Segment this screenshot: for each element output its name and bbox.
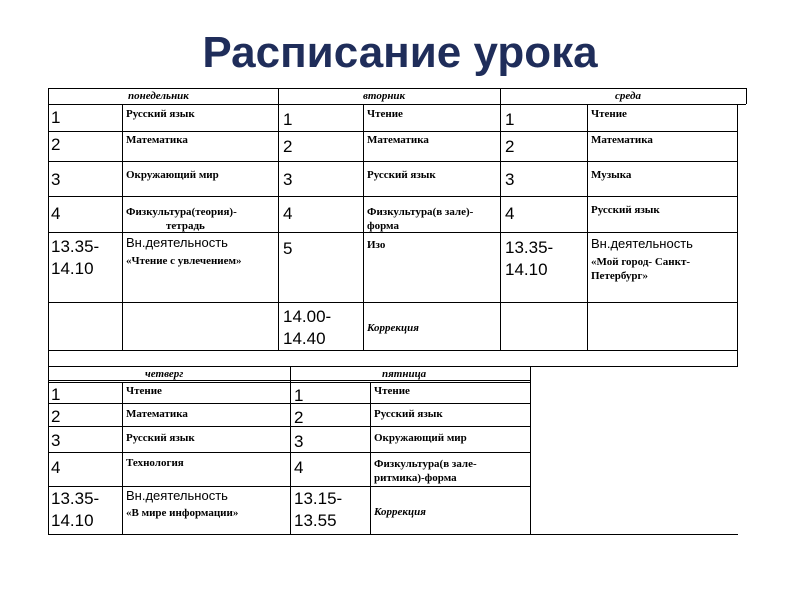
lesson-number: 1 — [283, 110, 293, 129]
lesson-number: 1 — [505, 110, 515, 129]
table-line — [48, 161, 738, 162]
day-header-tuesday: вторник — [363, 90, 406, 102]
activity-label: Вн.деятельность — [126, 235, 228, 250]
day-header-friday: пятница — [382, 368, 427, 380]
lesson-number: 1 — [51, 385, 61, 404]
lesson-number: 4 — [505, 204, 515, 223]
lesson-number: 4 — [283, 204, 293, 223]
lesson-subject: Чтение — [591, 108, 627, 120]
lesson-time: 14.40 — [283, 329, 326, 348]
lesson-subject: Русский язык — [591, 204, 660, 216]
lesson-subject: Музыка — [591, 169, 632, 181]
table-line — [290, 366, 291, 534]
lesson-subject: Русский язык — [126, 432, 195, 444]
table-line — [746, 88, 747, 104]
lesson-time: 13.35- — [51, 237, 100, 256]
lesson-subject: Математика — [126, 408, 188, 420]
table-line — [500, 88, 501, 350]
table-line — [48, 88, 49, 366]
lesson-number: 1 — [51, 108, 61, 127]
table-line — [278, 88, 279, 350]
lesson-time: 13.55 — [294, 511, 337, 530]
table-line — [48, 131, 738, 132]
table-line — [48, 452, 530, 453]
lesson-subject: Математика — [591, 134, 653, 146]
lesson-subject: Физкультура(теория)- — [126, 206, 237, 218]
page-title: Расписание урока — [202, 28, 598, 77]
lesson-subject: Технология — [126, 457, 184, 469]
lesson-time: 14.10 — [505, 260, 548, 279]
table-line — [48, 350, 738, 351]
lesson-subject: Изо — [367, 239, 386, 251]
lesson-subject: форма — [367, 220, 399, 232]
lesson-number: 2 — [51, 135, 61, 154]
lesson-subject: Русский язык — [367, 169, 436, 181]
activity-name: «Чтение с увлечением» — [126, 255, 242, 267]
lesson-number: 2 — [505, 137, 515, 156]
lesson-subject: тетрадь — [166, 220, 205, 232]
lesson-subject: ритмика)-форма — [374, 472, 457, 484]
activity-label: Вн.деятельность — [126, 488, 228, 503]
table-line — [370, 382, 371, 534]
lesson-subject: Физкультура(в зале- — [374, 458, 477, 470]
table-line — [48, 88, 746, 89]
lesson-subject: Коррекция — [374, 506, 426, 518]
lesson-time: 14.10 — [51, 259, 94, 278]
lesson-number: 1 — [294, 386, 304, 405]
day-header-monday: понедельник — [128, 90, 189, 102]
table-line — [48, 196, 738, 197]
lesson-time: 13.35- — [51, 489, 100, 508]
lesson-number: 2 — [51, 407, 61, 426]
lesson-number: 4 — [294, 458, 304, 477]
table-line — [48, 403, 530, 404]
day-header-wednesday: среда — [615, 90, 641, 102]
activity-name: «В мире информации» — [126, 507, 239, 519]
lesson-subject: Чтение — [367, 108, 403, 120]
table-line — [48, 366, 738, 367]
lesson-number: 5 — [283, 239, 293, 258]
lesson-number: 2 — [283, 137, 293, 156]
lesson-number: 3 — [294, 432, 304, 451]
lesson-number: 2 — [294, 408, 304, 427]
activity-name: Петербург» — [591, 270, 649, 282]
table-line — [48, 302, 738, 303]
table-line — [363, 104, 364, 350]
table-line — [48, 380, 530, 381]
table-line — [737, 104, 738, 366]
table-line — [48, 534, 738, 535]
lesson-number: 3 — [505, 170, 515, 189]
day-header-thursday: четверг — [145, 368, 184, 380]
lesson-number: 3 — [283, 170, 293, 189]
lesson-time: 14.10 — [51, 511, 94, 530]
lesson-subject: Математика — [367, 134, 429, 146]
activity-label: Вн.деятельность — [591, 236, 693, 251]
lesson-subject: Окружающий мир — [374, 432, 467, 444]
lesson-subject: Окружающий мир — [126, 169, 219, 181]
lesson-time: 14.00- — [283, 307, 332, 326]
lesson-number: 4 — [51, 458, 61, 477]
lesson-time: 13.15- — [294, 489, 343, 508]
table-line — [122, 104, 123, 350]
lesson-time: 13.35- — [505, 238, 554, 257]
table-line — [48, 382, 530, 383]
table-line — [48, 426, 530, 427]
lesson-subject: Чтение — [374, 385, 410, 397]
table-line — [122, 382, 123, 534]
lesson-subject: Русский язык — [126, 108, 195, 120]
lesson-subject: Математика — [126, 134, 188, 146]
lesson-number: 3 — [51, 170, 61, 189]
lesson-subject: Русский язык — [374, 408, 443, 420]
lesson-number: 4 — [51, 204, 61, 223]
lesson-subject: Коррекция — [367, 322, 419, 334]
activity-name: «Мой город- Санкт- — [591, 256, 691, 268]
lesson-subject: Чтение — [126, 385, 162, 397]
table-line — [587, 104, 588, 350]
table-line — [48, 486, 530, 487]
lesson-number: 3 — [51, 431, 61, 450]
table-line — [48, 104, 746, 105]
lesson-subject: Физкультура(в зале)- — [367, 206, 474, 218]
table-line — [530, 366, 531, 534]
table-line — [48, 366, 49, 534]
